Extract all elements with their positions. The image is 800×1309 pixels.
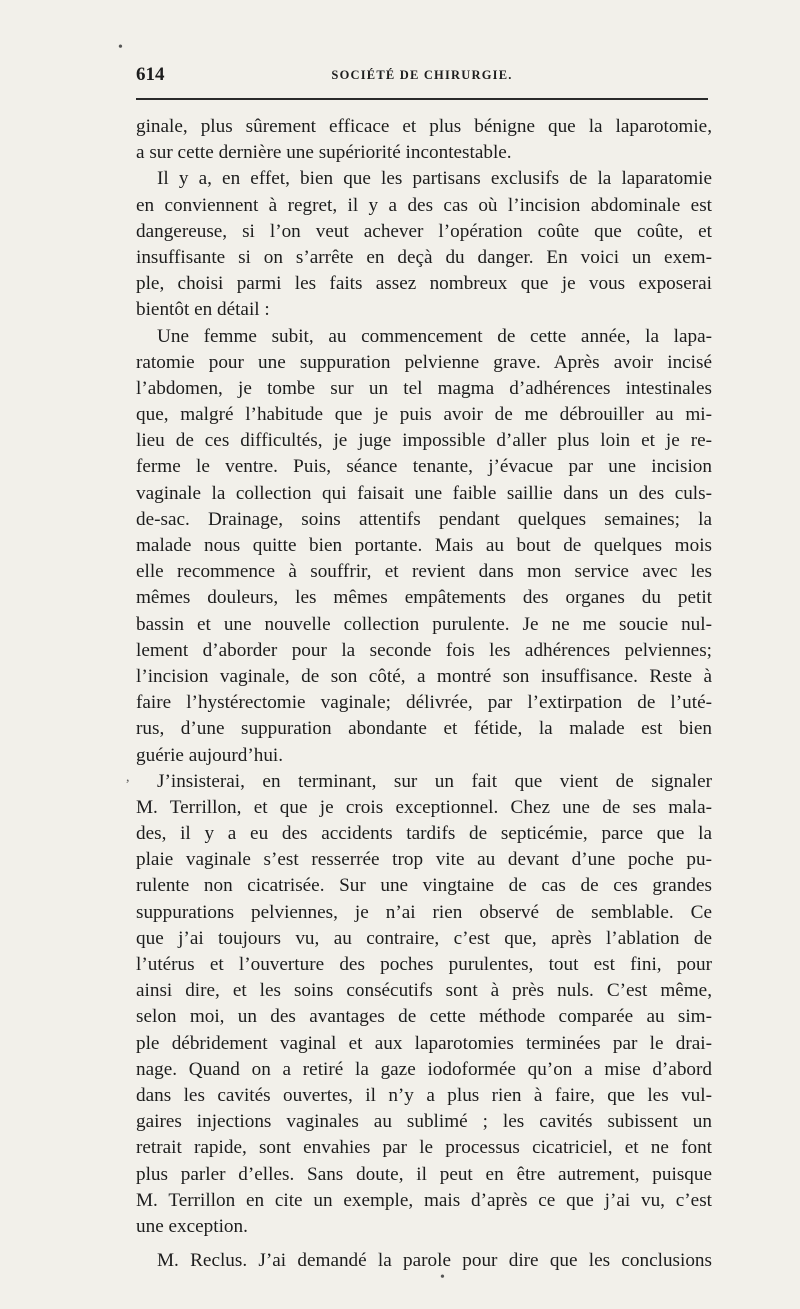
- text-line: faire l’hystérectomie vaginale; délivrée, par l’extirpation de l’uté-: [136, 692, 712, 714]
- text-line: M. Terrillon en cite un exemple, mais d’après ce que j’ai vu, c’est: [136, 1189, 712, 1211]
- text-line: bassin et une nouvelle collection purulente. Je ne me soucie nul-: [136, 613, 712, 635]
- text-line: insuffisante si on s’arrête en deçà du danger. En voici un exem-: [136, 246, 712, 268]
- text-line: l’utérus et l’ouverture des poches purulentes, tout est fini, pour: [136, 954, 712, 975]
- text-line: que, malgré l’habitude que je puis avoir de me débrouiller au mi-: [136, 404, 712, 426]
- text-line: vaginale la collection qui faisait une faible saillie dans un des culs-: [136, 482, 712, 504]
- text-line: des, il y a eu des accidents tardifs de septicémie, parce que la: [136, 823, 712, 845]
- page-header: [136, 64, 708, 86]
- text-line: Il y a, en effet, bien que les partisans exclusifs de la laparatomie: [157, 168, 712, 190]
- text-line: que j’ai toujours vu, au contraire, c’est que, après l’ablation de: [136, 927, 712, 949]
- text-line: a sur cette dernière une supériorité incontestable.: [136, 142, 512, 164]
- text-line: ple, choisi parmi les faits assez nombreux que je vous exposerai: [136, 273, 712, 295]
- text-line: ginale, plus sûrement efficace et plus bénigne que la laparotomie,: [136, 116, 712, 137]
- text-line: mêmes douleurs, les mêmes empâtements des organes du petit: [136, 587, 712, 609]
- text-line: J’insisterai, en terminant, sur un fait que vient de signaler: [157, 770, 712, 792]
- text-line: en conviennent à regret, il y a des cas où l’incision abdominale est: [136, 194, 712, 216]
- text-line: dangereuse, si l’on veut achever l’opération coûte que coûte, et: [136, 220, 712, 242]
- text-line: Une femme subit, au commencement de cette année, la lapa-: [157, 325, 712, 347]
- text-line: rulente non cicatrisée. Sur une vingtaine de cas de ces grandes: [136, 875, 712, 897]
- text-line: rus, d’une suppuration abondante et fétide, la malade est bien: [136, 718, 712, 740]
- text-line: ratomie pour une suppuration pelvienne grave. Après avoir incisé: [136, 351, 712, 373]
- text-line: une exception.: [136, 1215, 248, 1237]
- text-line: elle recommence à souffrir, et revient dans mon service avec les: [136, 561, 712, 583]
- stray-mark-bottom: •: [440, 1270, 445, 1285]
- text-line: suppurations pelviennes, je n’ai rien observé de semblable. Ce: [136, 901, 712, 923]
- text-line: plus parler d’elles. Sans doute, il peut en être autrement, puisque: [136, 1163, 712, 1185]
- text-line: ainsi dire, et les soins consécutifs sont à près nuls. C’est même,: [136, 980, 712, 1002]
- text-line: retrait rapide, sont envahies par le processus cicatriciel, et ne font: [136, 1137, 712, 1159]
- text-line: dans les cavités ouvertes, il n’y a plus rien à faire, que les vul-: [136, 1084, 712, 1106]
- text-line: l’abdomen, je tombe sur un tel magma d’adhérences intestinales: [136, 377, 712, 399]
- text-line: plaie vaginale s’est resserrée trop vite au devant d’une poche pu-: [136, 849, 712, 871]
- text-line: bientôt en détail :: [136, 299, 270, 321]
- header-rule: [136, 98, 708, 100]
- page-number: 614: [136, 64, 165, 85]
- running-head: SOCIÉTÉ DE CHIRURGIE.: [331, 68, 513, 82]
- text-line: selon moi, un des avantages de cette méthode comparée au sim-: [136, 1006, 712, 1028]
- text-line: l’incision vaginale, de son côté, a montré son insuffisance. Reste à: [136, 665, 712, 687]
- text-line: malade nous quitte bien portante. Mais au bout de quelques mois: [136, 535, 712, 556]
- text-line: M. Reclus. J’ai demandé la parole pour dire que les conclusions: [157, 1250, 712, 1272]
- text-line: M. Terrillon, et que je crois exceptionnel. Chez une de ses mala-: [136, 796, 712, 818]
- body-text: [136, 114, 712, 1274]
- text-line: nage. Quand on a retiré la gaze iodoformée qu’on a mise d’abord: [136, 1058, 712, 1080]
- stray-mark-margin: ,: [126, 770, 130, 785]
- text-line: ple débridement vaginal et aux laparotomies terminées par le drai-: [136, 1032, 712, 1054]
- stray-mark-top: •: [118, 40, 123, 55]
- text-line: de-sac. Drainage, soins attentifs pendant quelques semaines; la: [136, 508, 712, 530]
- text-line: lieu de ces difficultés, je juge impossible d’aller plus loin et je re-: [136, 430, 712, 452]
- text-line: guérie aujourd’hui.: [136, 744, 284, 766]
- text-line: gaires injections vaginales au sublimé ; les cavités subissent un: [136, 1111, 712, 1133]
- text-line: ferme le ventre. Puis, séance tenante, j’évacue par une incision: [136, 456, 712, 478]
- text-line: lement d’aborder pour la seconde fois les adhérences pelviennes;: [136, 639, 712, 661]
